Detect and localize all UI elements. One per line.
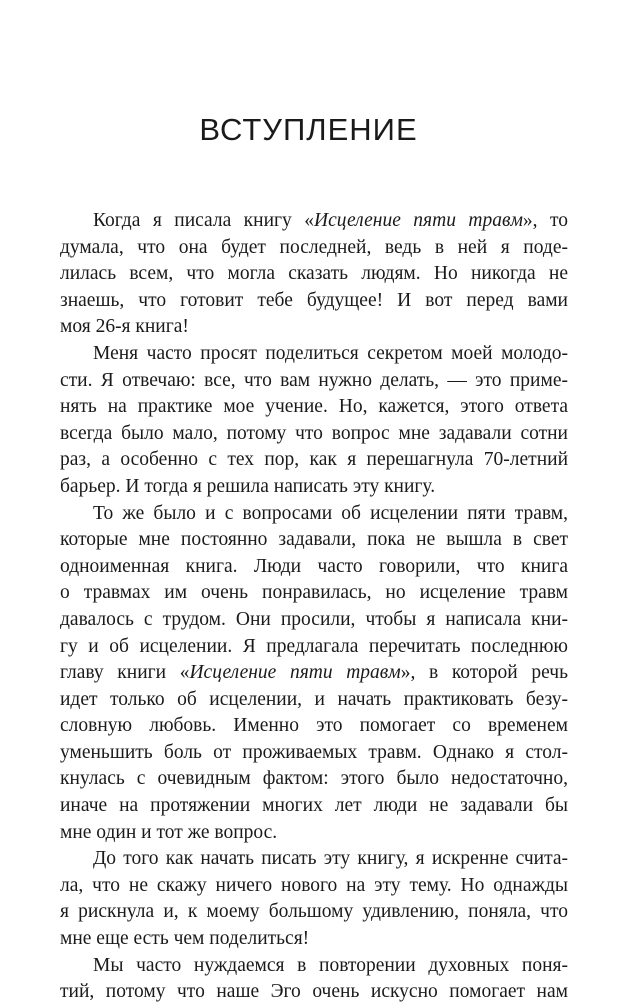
text-line: иначе на протяжении многих лет люди не задавали бы — [60, 795, 568, 817]
text-line: До того как начать писать эту книгу, я искренне счита- — [93, 848, 568, 870]
text-line: о травмах им очень понравилась, но исцеление травм — [60, 582, 568, 604]
text-line: одноименная книга. Люди часто говорили, что книга — [60, 555, 568, 577]
text-line: идет только об исцелении, и начать практиковать безу- — [60, 688, 568, 710]
text-line: То же было и с вопросами об исцелении пяти травм, — [93, 502, 568, 524]
book-title-reference: Исцеление пяти травм — [189, 662, 401, 684]
chapter-body — [60, 208, 568, 1006]
text-line: давалось с трудом. Они просили, чтобы я написала кни- — [60, 608, 568, 630]
text-line: Мы часто нуждаемся в повторении духовных поня- — [93, 954, 568, 976]
text-line: ла, что не скажу ничего нового на эту тему. Но однажды — [60, 874, 568, 896]
text-line: лилась всем, что могла сказать людям. Но никогда не — [60, 263, 568, 285]
text-line: тий, потому что наше Эго очень искусно помогает нам — [60, 981, 568, 1003]
text-line: главу книги «Исцеление пяти травм», в которой речь — [60, 662, 568, 684]
text-line: мне один и тот же вопрос. — [60, 821, 278, 843]
text-line: которые мне постоянно задавали, пока не вышла в свет — [60, 529, 568, 551]
text-line: словную любовь. Именно это помогает со временем — [60, 715, 568, 737]
text-line: знаешь, что готовит тебе будущее! И вот перед вами — [60, 289, 568, 311]
text-line: барьер. И тогда я решила написать эту книгу. — [60, 475, 436, 497]
chapter-title: ВСТУПЛЕНИЕ — [199, 112, 418, 147]
text-line: раз, а особенно с тех пор, как я перешагнула 70-летний — [60, 449, 568, 471]
text-line: я рискнула и, к моему большому удивлению, поняла, что — [60, 901, 568, 923]
book-title-reference: Исцеление пяти травм — [313, 210, 523, 231]
text-line: думала, что она будет последней, ведь в ней я поде- — [60, 236, 568, 258]
text-line: сти. Я отвечаю: все, что вам нужно делать, — это приме- — [60, 369, 568, 391]
text-line: нять на практике мое учение. Но, кажется, этого ответа — [60, 396, 568, 418]
text-line: Когда я писала книгу «Исцеление пяти травм», то — [93, 210, 568, 231]
text-line: всегда было мало, потому что вопрос мне задавали сотни — [60, 422, 568, 444]
text-line: Меня часто просят поделиться секретом моей молодо- — [93, 342, 568, 364]
text-line: моя 26-я книга! — [60, 316, 189, 338]
text-line: уменьшить боль от проживаемых травм. Однако я стол- — [60, 741, 568, 763]
text-line: кнулась с очевидным фактом: этого было недостаточно, — [60, 768, 568, 790]
text-line: гу и об исцелении. Я предлагала перечитать последнюю — [60, 635, 568, 657]
text-line: мне еще есть чем поделиться! — [60, 928, 310, 950]
